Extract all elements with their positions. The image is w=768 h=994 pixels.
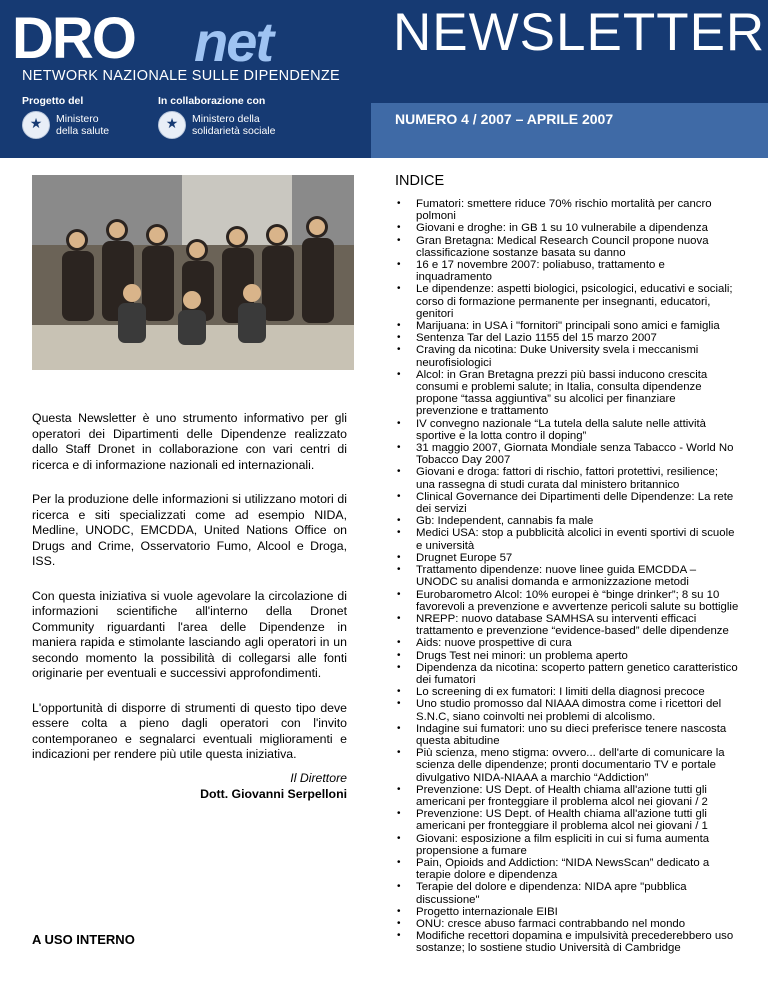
index-item-line: genitori (416, 307, 454, 320)
bullet-icon: • (397, 490, 401, 502)
index-item-line: sostanze; lo sostiene studio Università di Cambridge (416, 942, 681, 955)
index-item (380, 833, 760, 857)
index-item (380, 589, 760, 613)
logo-dro-text: DRO (12, 6, 135, 71)
index-item (380, 235, 760, 259)
index-item-line: divulgativo NIDA-NIAAA a marchio “Addiction” (416, 771, 649, 784)
network-title: NETWORK NAZIONALE SULLE DIPENDENZE (22, 68, 340, 84)
bullet-icon: • (397, 442, 401, 454)
index-item-line: dei servizi (416, 503, 467, 516)
bullet-icon: • (397, 686, 401, 698)
index-item-line: Prevenzione: US Dept. of Health chiama all'azione tutti gli (416, 808, 707, 821)
index-item-line: Trattamento dipendenze: nuove linee guida EMCDDA – (416, 564, 697, 577)
bullet-icon: • (397, 417, 401, 429)
index-item-line: Progetto internazionale EIBI (416, 905, 558, 918)
index-item (380, 442, 760, 466)
index-item (380, 930, 760, 954)
index-item-line: discussione" (416, 893, 480, 906)
logo-net-text: net (194, 10, 272, 73)
index-title: INDICE (395, 173, 445, 189)
index-item-line: Indagine sui fumatori: uno su dieci preferisce tenere nascosta (416, 722, 727, 735)
index-item (380, 698, 760, 722)
index-item-line: corso di formazione permanente per insegnanti, educatori, (416, 295, 711, 308)
bullet-icon: • (397, 234, 401, 246)
index-item (380, 613, 760, 637)
index-item-line: Alcol: in Gran Bretagna prezzi più bassi inducono crescita (416, 368, 708, 381)
index-item (380, 418, 760, 442)
index-item-line: scienza delle dipendenze; pronti documentario TV e portale (416, 759, 716, 772)
index-item-line: sportive e la lotta contro il doping” (416, 429, 587, 442)
index-item-line: Uno studio promosso dal NIAAA dimostra come i ricettori del (416, 698, 722, 711)
bullet-icon: • (397, 283, 401, 295)
bullet-icon: • (397, 320, 401, 332)
index-item-line: questa abitudine (416, 734, 500, 747)
index-item-line: propensione a fumare (416, 844, 527, 857)
internal-use-note: A USO INTERNO (32, 932, 135, 947)
index-item-line: Terapie del dolore e dipendenza: NIDA apre "pubblica (416, 881, 687, 894)
bullet-icon: • (397, 905, 401, 917)
index-item (380, 332, 760, 344)
bullet-icon: • (397, 698, 401, 710)
newsletter-header (0, 0, 768, 158)
index-item-line: Pain, Opioids and Addiction: “NIDA NewsScan” dedicato a (416, 856, 710, 869)
index-item-line: americani per fronteggiare il problema alcol nei giovani / 1 (416, 820, 708, 833)
republic-emblem-icon (158, 111, 186, 139)
bullet-icon: • (397, 612, 401, 624)
index-item-line: Drugnet Europe 57 (416, 551, 513, 564)
index-item-line: Medici USA: stop a pubblicità alcolici in eventi sportivi di scuole (416, 527, 735, 540)
index-item-line: IV convegno nazionale “La tutela della salute nelle attività (416, 417, 707, 430)
signature-role: Il Direttore (290, 771, 347, 785)
intro-paragraph: L'opportunità di disporre di strumenti di questo tipo deve essere colta a pieno dagli operatori con l'invito contemporaneo e segnalarci eventuali miglioramenti e indicazioni per rendere più utile questa iniziativa. (32, 700, 347, 761)
bullet-icon: • (397, 783, 401, 795)
index-item-line: NREPP: nuovo database SAMHSA su interventi efficaci (416, 612, 697, 625)
index-item-line: Dipendenza da nicotina: scoperto pattern genetico caratteristico (416, 661, 738, 674)
index-item-line: Più scienza, meno stigma: ovvero... dell'arte di comunicare la (416, 747, 725, 760)
index-item (380, 747, 760, 784)
index-item-line: polmoni (416, 210, 456, 223)
index-item-line: S.N.C, siano coinvolti nei problemi di alcolismo. (416, 710, 656, 723)
index-item (380, 881, 760, 905)
bullet-icon: • (397, 649, 401, 661)
collab-ministry-line-1: Ministero della (192, 113, 260, 125)
bullet-icon: • (397, 881, 401, 893)
index-item-line: consumi e problemi salute; in Italia, consulta dipendenze (416, 381, 702, 394)
index-item-line: Aids: nuove prospettive di cura (416, 637, 572, 650)
index-item-line: Fumatori: smettere riduce 70% rischio mortalità per cancro (416, 198, 712, 210)
republic-emblem-icon (22, 111, 50, 139)
index-item-line: Le dipendenze: aspetti biologici, psicologici, educativi e sociali; (416, 283, 733, 296)
intro-paragraph: Questa Newsletter è uno strumento informativo per gli operatori dei Dipartimenti delle Dipendenze realizzato dallo Staff Dronet in collaborazione con vari centri di ricerca e di informazione nazionali ed internazionali. (32, 411, 347, 472)
bullet-icon: • (397, 637, 401, 649)
bullet-icon: • (397, 466, 401, 478)
index-item-line: trattamento e prevenzione “evidence-based” delle dipendenze (416, 625, 729, 638)
index-item-line: Prevenzione: US Dept. of Health chiama all'azione tutti gli (416, 783, 707, 796)
index-item (380, 857, 760, 881)
index-item-line: inquadramento (416, 271, 492, 284)
intro-paragraph: Con questa iniziativa si vuole agevolare la circolazione di informazioni scientifiche all'interno della Dronet Community riguardanti l'area delle Dipendenze in maniera rapida e stimolante lasciando agli operatori in un secondo momento la possibilità di collegarsi alle fonti originarie per eventuali e successivi approfondimenti. (32, 588, 347, 680)
index-item-line: 31 maggio 2007, Giornata Mondiale senza Tabacco - World No (416, 442, 734, 455)
index-item-line: Tobacco Day 2007 (416, 454, 511, 467)
index-item (380, 723, 760, 747)
index-item (380, 320, 760, 332)
collab-ministry-block (158, 95, 275, 139)
index-item (380, 637, 760, 649)
index-item (380, 808, 760, 832)
bullet-icon: • (397, 368, 401, 380)
index-item-line: terapie dolore e dipendenza (416, 869, 558, 882)
project-ministry-line-1: Ministero (56, 113, 99, 125)
index-item-line: Lo screening di ex fumatori: I limiti della diagnosi precoce (416, 686, 705, 699)
index-item-line: americani per fronteggiare il problema alcol nei giovani / 2 (416, 795, 708, 808)
bullet-icon: • (397, 930, 401, 942)
index-item-line: classificazione sostanze basata su danno (416, 246, 626, 259)
index-list (380, 198, 760, 955)
index-item (380, 650, 760, 662)
index-item (380, 662, 760, 686)
bullet-icon: • (397, 661, 401, 673)
index-item-line: favorevoli a prevenzione e avvertenze pericoli salute su bottiglie (416, 600, 739, 613)
collab-ministry-line-2: solidarietà sociale (192, 125, 276, 137)
index-item (380, 515, 760, 527)
index-item (380, 918, 760, 930)
index-item-line: e università (416, 539, 475, 552)
index-item-line: UNODC su analisi domanda e armonizzazione metodi (416, 576, 689, 589)
bullet-icon: • (397, 527, 401, 539)
index-item (380, 564, 760, 588)
bullet-icon: • (397, 747, 401, 759)
index-item-line: Modifiche recettori dopamina e impulsività precederebbero uso (416, 930, 734, 943)
bullet-icon: • (397, 564, 401, 576)
index-item (380, 259, 760, 283)
index-item (380, 527, 760, 551)
project-ministry-block (22, 95, 109, 139)
index-item (380, 369, 760, 418)
index-item (380, 686, 760, 698)
bullet-icon: • (397, 551, 401, 563)
index-item (380, 552, 760, 564)
bullet-icon: • (397, 722, 401, 734)
intro-paragraph: Per la produzione delle informazioni si utilizzano motori di ricerca e siti specializzati come ad esempio NIDA, Medline, UNODC, EMCDDA, United Nations Office on Drugs and Crime, Osservatorio Fumo, Alcool e Droga, ISS. (32, 492, 347, 568)
index-item-line: prevenzione e trattamento (416, 405, 549, 418)
bullet-icon: • (397, 808, 401, 820)
index-item-line: Craving da nicotina: Duke University svela i meccanismi (416, 344, 699, 357)
index-item-line: Eurobarometro Alcol: 10% europei è “binge drinker”; 8 su 10 (416, 588, 720, 601)
index-item-line: Gb: Independent, cannabis fa male (416, 515, 594, 528)
index-item (380, 906, 760, 918)
index-item-line: Drugs Test nei minori: un problema aperto (416, 649, 628, 662)
bullet-icon: • (397, 515, 401, 527)
index-item-line: dei fumatori (416, 673, 476, 686)
newsletter-title: NEWSLETTER (393, 3, 766, 62)
index-item (380, 283, 760, 320)
index-item-line: ONU: cresce abuso farmaci contrabbando nel mondo (416, 917, 686, 930)
bullet-icon: • (397, 222, 401, 234)
bullet-icon: • (397, 332, 401, 344)
bullet-icon: • (397, 917, 401, 929)
index-item-line: Gran Bretagna: Medical Research Council propone nuova (416, 234, 709, 247)
index-item-line: propone “tassa aggiuntiva” su alcolici per finanziare (416, 393, 676, 406)
collab-label: In collaborazione con (158, 95, 266, 107)
index-item (380, 466, 760, 490)
staff-group-photo (32, 175, 354, 370)
index-item-line: Marijuana: in USA i "fornitori" principali sono amici e famiglia (416, 320, 720, 333)
index-item-line: 16 e 17 novembre 2007: poliabuso, trattamento e (416, 259, 665, 272)
intro-text (32, 411, 347, 782)
signature-name: Dott. Giovanni Serpelloni (200, 787, 347, 801)
index-item-line: una rassegna di studi curata dal ministero britannico (416, 478, 680, 491)
index-item-line: Giovani e droga: fattori di rischio, fattori protettivi, resilience; (416, 466, 718, 479)
index-item (380, 344, 760, 368)
bullet-icon: • (397, 588, 401, 600)
director-signature (32, 770, 347, 802)
index-item (380, 198, 760, 222)
index-item (380, 491, 760, 515)
bullet-icon: • (397, 198, 401, 209)
bullet-icon: • (397, 344, 401, 356)
index-item (380, 222, 760, 234)
index-item-line: Giovani: esposizione a film espliciti in cui si fuma aumenta (416, 832, 710, 845)
index-item-line: Giovani e droghe: in GB 1 su 10 vulnerabile a dipendenza (416, 222, 708, 235)
bullet-icon: • (397, 832, 401, 844)
index-item (380, 784, 760, 808)
index-item-line: Sentenza Tar del Lazio 1155 del 15 marzo 2007 (416, 332, 657, 345)
index-item-line: neurofisiologici (416, 356, 492, 369)
project-ministry-line-2: della salute (56, 125, 110, 137)
bullet-icon: • (397, 259, 401, 271)
issue-number: NUMERO 4 / 2007 – APRILE 2007 (395, 111, 614, 127)
bullet-icon: • (397, 856, 401, 868)
index-item-line: Clinical Governance dei Dipartimenti delle Dipendenze: La rete (416, 490, 734, 503)
project-label: Progetto del (22, 95, 84, 107)
